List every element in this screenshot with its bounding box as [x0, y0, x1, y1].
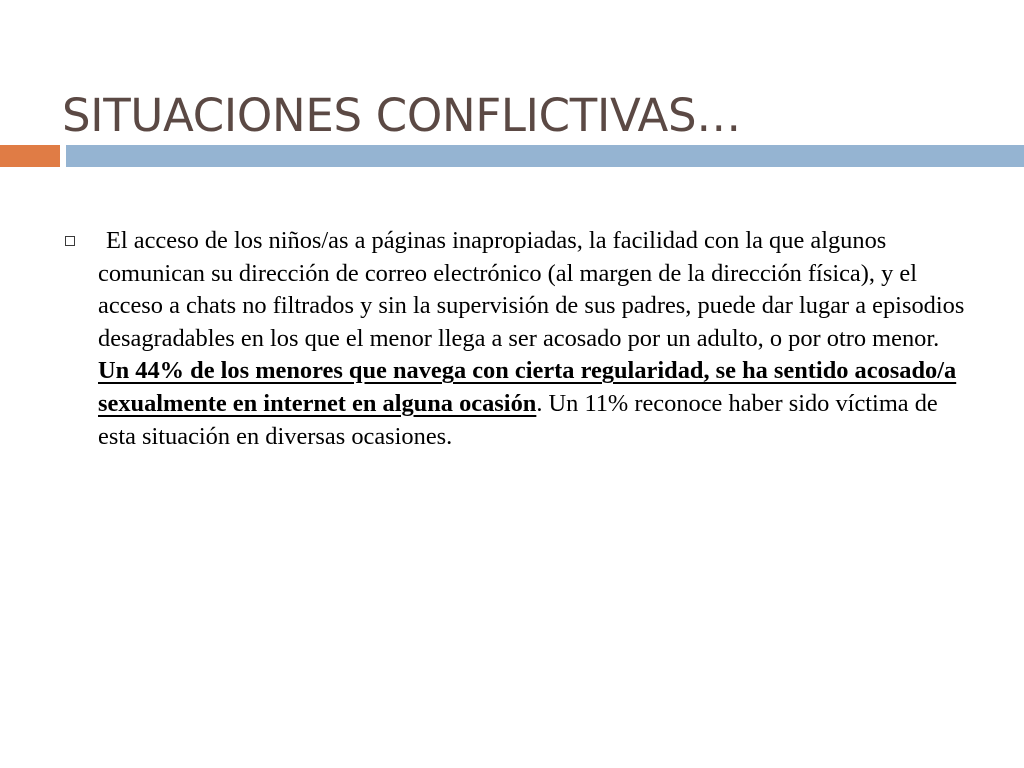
paragraph-highlight: Un 44% de los menores que navega con cierta regularidad, se ha sentido acosado/a sexualmente en internet en alguna ocasión [98, 357, 957, 417]
paragraph-intro: El acceso de los niños/as a páginas inapropiadas, la facilidad con la que algunos comunican su dirección de correo electrónico (al margen de la dirección física), y el acceso a chats no filtrados y sin la supervisión de sus padres, puede dar lugar a episodios desagradables en los que el menor llega a ser acosado por un adulto, o por otro menor. [98, 227, 965, 352]
paragraph-outro: . Un 11% reconoce haber sido víctima de esta situación en diversas ocasiones. [98, 389, 938, 450]
title-underline-bar [66, 145, 1024, 167]
slide-title: SITUACIONES CONFLICTIVAS… [62, 89, 741, 142]
bullet-paragraph [98, 225, 968, 453]
hollow-square-bullet-icon [65, 236, 75, 246]
title-accent-bar [0, 145, 60, 167]
